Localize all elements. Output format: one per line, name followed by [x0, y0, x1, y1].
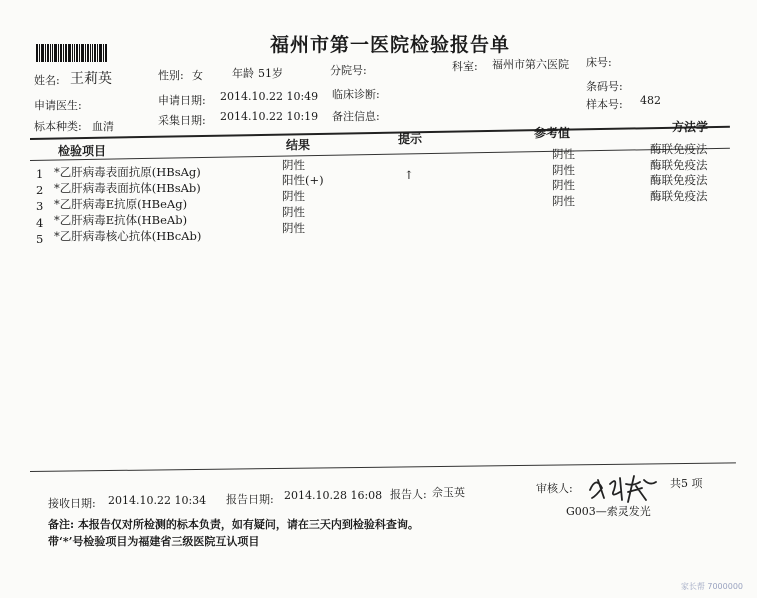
reviewer-signature	[586, 470, 662, 504]
col-header-method: 方法学	[672, 120, 709, 134]
row-method: 酶联免疫法	[650, 142, 708, 156]
row-method: 酶联免疫法	[650, 173, 708, 187]
name-label: 姓名:	[34, 74, 60, 87]
header-top-rule	[30, 126, 730, 140]
row-reference: 阴性	[552, 163, 575, 177]
patient-name: 王莉英	[70, 71, 112, 87]
row-result: 阴性	[282, 221, 305, 235]
row-method: 酶联免疫法	[650, 189, 708, 203]
header-bottom-rule	[30, 148, 730, 161]
row-number: 3	[36, 199, 44, 213]
row-reference: 阴性	[552, 178, 575, 192]
reviewer-code: G003—索灵发光	[566, 505, 651, 518]
watermark-text: 家长帮 7000000	[680, 582, 743, 591]
footer-note-2: 带‘*’号检验项目为福建省三级医院互认项目	[48, 535, 260, 548]
receive-date-label: 接收日期:	[48, 497, 96, 510]
report-date-label: 报告日期:	[226, 493, 274, 506]
col-header-hint: 提示	[398, 132, 423, 146]
collect-date: 2014.10.22 10:19	[220, 110, 319, 123]
sample-no-label: 样本号:	[586, 98, 623, 111]
sample-no: 482	[640, 94, 661, 107]
ward-label: 分院号:	[330, 64, 367, 77]
col-header-result: 结果	[286, 138, 311, 152]
collect-date-label: 采集日期:	[158, 114, 206, 127]
report-title: 福州市第一医院检验报告单	[270, 34, 511, 56]
row-reference: 阴性	[552, 194, 575, 208]
row-number: 1	[36, 167, 44, 181]
receive-date: 2014.10.22 10:34	[108, 494, 207, 507]
row-result: 阴性	[282, 205, 305, 219]
reporter-label: 报告人:	[390, 488, 427, 501]
row-item: *乙肝病毒表面抗原(HBsAg)	[54, 165, 201, 179]
row-reference: 阴性	[552, 147, 575, 161]
apply-date: 2014.10.22 10:49	[220, 90, 319, 103]
row-number: 4	[36, 216, 44, 230]
row-result: 阳性(+)	[282, 173, 324, 187]
sample-type-label: 标本种类:	[34, 120, 82, 133]
col-header-reference: 参考值	[534, 126, 571, 140]
row-number: 5	[36, 232, 44, 246]
patient-gender: 女	[192, 69, 203, 82]
dept-label: 科室:	[452, 60, 478, 73]
patient-age: 51岁	[258, 67, 283, 80]
age-label: 年龄	[232, 67, 254, 80]
total-items: 共5 项	[670, 477, 703, 490]
reviewer-label: 审核人:	[536, 482, 573, 495]
remark-label: 备注信息:	[332, 110, 380, 123]
row-method: 酶联免疫法	[650, 158, 708, 172]
row-item: *乙肝病毒E抗原(HBeAg)	[54, 197, 188, 211]
row-number: 2	[36, 183, 44, 197]
row-result: 阴性	[282, 189, 305, 203]
barcode-no-label: 条码号:	[586, 80, 623, 93]
report-date: 2014.10.28 16:08	[284, 489, 383, 502]
col-header-item: 检验项目	[58, 144, 107, 158]
row-hint-arrow: ↑	[404, 168, 414, 182]
reporter-name: 佘玉英	[432, 486, 465, 499]
doctor-label: 申请医生:	[34, 99, 82, 112]
apply-date-label: 申请日期:	[158, 94, 206, 107]
footer-note-1: 备注: 本报告仅对所检测的标本负责，如有疑问，请在三天内到检验科查询。	[48, 518, 419, 531]
diagnosis-label: 临床诊断:	[332, 88, 380, 101]
barcode-image	[36, 44, 108, 62]
sample-type: 血清	[92, 120, 114, 133]
row-item: *乙肝病毒表面抗体(HBsAb)	[54, 181, 201, 195]
row-item: *乙肝病毒核心抗体(HBcAb)	[54, 229, 202, 243]
gender-label: 性别:	[158, 69, 184, 82]
row-item: *乙肝病毒E抗体(HBeAb)	[54, 213, 188, 227]
row-result: 阴性	[282, 158, 305, 172]
bed-label: 床号:	[586, 56, 612, 69]
patient-dept: 福州市第六医院	[492, 58, 569, 71]
